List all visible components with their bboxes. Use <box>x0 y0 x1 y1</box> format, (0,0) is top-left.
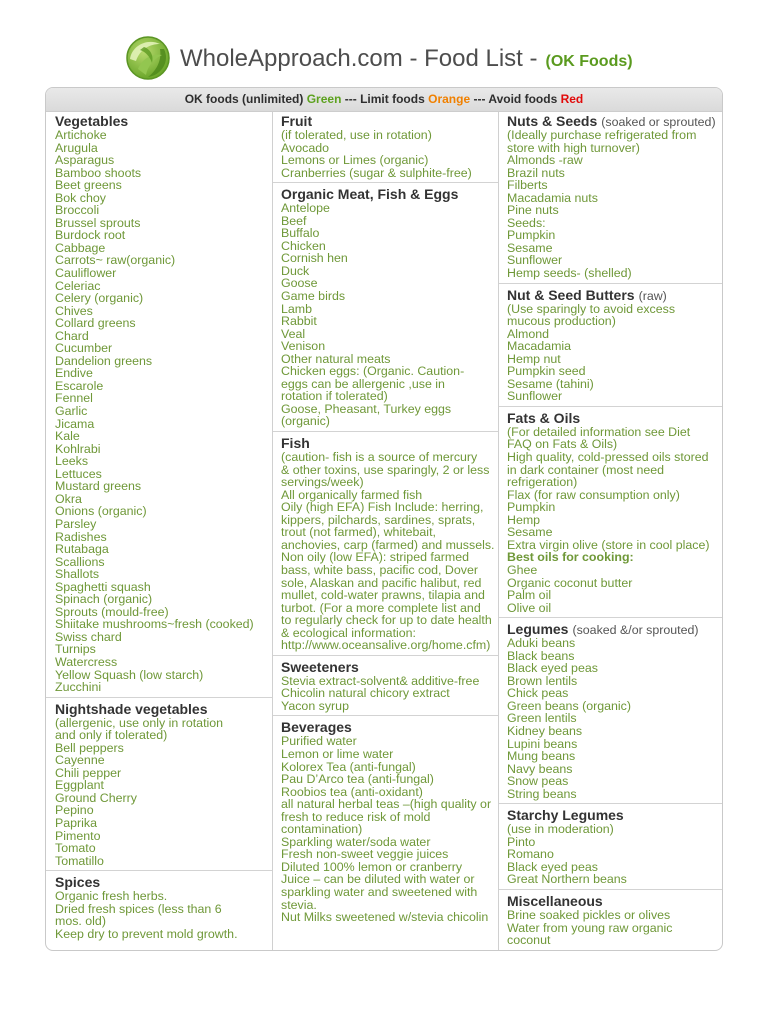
food-item: Spinach (organic) <box>55 592 153 607</box>
legend-limit-text: Limit foods <box>360 92 425 106</box>
section-title: Vegetables <box>55 113 129 129</box>
food-item: Black eyed peas <box>507 859 598 874</box>
food-item: Chicolin natural chicory extract <box>281 686 450 701</box>
food-section-nut-and-seed-butters <box>499 283 722 406</box>
food-item: Cauliflower <box>55 266 117 281</box>
food-item: Dried fresh spices (less than 6 <box>55 901 222 916</box>
food-item: mullet, cold-water prawns, tilapia and <box>281 588 485 603</box>
food-item: Great Northern beans <box>507 872 627 887</box>
section-heading <box>55 701 268 717</box>
food-section-vegetables <box>46 112 272 697</box>
legend-ok-color: Green <box>306 92 342 106</box>
food-item: Tomato <box>55 841 96 856</box>
food-item: Water from young raw organic <box>507 920 673 935</box>
food-item: Extra virgin olive (store in cool place) <box>507 537 710 552</box>
food-item: Pimento <box>55 828 101 843</box>
food-item: in dark container (most need <box>507 462 665 477</box>
food-item: Sunflower <box>507 389 563 404</box>
food-item: Seeds: <box>507 215 546 230</box>
legend-separator: --- <box>344 92 357 106</box>
section-title: Fruit <box>281 113 313 129</box>
food-item: Spaghetti squash <box>55 579 151 594</box>
food-item: Bamboo shoots <box>55 165 142 180</box>
food-item: String beans <box>507 786 577 801</box>
food-item: Green lentils <box>507 711 577 726</box>
legend-avoid-text: Avoid foods <box>488 92 558 106</box>
food-item: Palm oil <box>507 588 552 603</box>
food-item: Brine soaked pickles or olives <box>507 907 671 922</box>
food-item: Kolorex Tea (anti-fungal) <box>281 759 416 774</box>
food-item: Arugula <box>55 140 98 155</box>
food-item: Sprouts (mould-free) <box>55 604 169 619</box>
food-item: refrigeration) <box>507 475 578 490</box>
food-item: Burdock root <box>55 228 126 243</box>
food-section-beverages <box>273 715 498 926</box>
color-legend <box>46 88 722 112</box>
food-item: Watercress <box>55 654 118 669</box>
food-item: trout (not farmed), whitebait, <box>281 525 436 540</box>
food-item: Beef <box>281 213 307 228</box>
food-item: Shiitake mushrooms~fresh (cooked) <box>55 617 254 632</box>
food-section-fats-and-oils <box>499 406 722 617</box>
food-item: Snow peas <box>507 774 569 789</box>
food-item: Purified water <box>281 734 357 749</box>
column-3 <box>499 112 722 950</box>
food-item: Mung beans <box>507 749 576 764</box>
section-title: Fish <box>281 435 310 452</box>
food-item: (For detailed information see Diet <box>507 424 691 439</box>
food-item: Lemons or Limes (organic) <box>281 153 429 168</box>
food-item: Sparkling water/soda water <box>281 834 431 849</box>
food-item: Stevia extract-solvent& additive-free <box>281 673 480 688</box>
section-title: Nightshade vegetables <box>55 700 208 717</box>
food-section-fish <box>273 431 498 655</box>
food-item: Chicken <box>281 238 326 253</box>
food-item: Endive <box>55 366 93 381</box>
food-item: Goose, Pheasant, Turkey eggs <box>281 401 452 416</box>
food-item: Artichoke <box>55 128 107 142</box>
food-item: sole, Alaskan and pacific halibut, red <box>281 575 482 590</box>
section-title: Organic Meat, Fish & Eggs <box>281 186 459 203</box>
food-item: Other natural meats <box>281 351 391 366</box>
food-section-nuts-and-seeds <box>499 112 722 283</box>
food-item: Escarole <box>55 378 104 393</box>
food-item: Okra <box>55 491 82 506</box>
food-list-table <box>45 87 723 951</box>
food-item: Fresh non-sweet veggie juices <box>281 847 449 862</box>
food-item: Onions (organic) <box>55 504 147 519</box>
section-title: Miscellaneous <box>507 892 603 909</box>
food-item: Pumpkin seed <box>507 364 586 379</box>
section-title: Nut & Seed Butters <box>507 286 635 303</box>
food-item: Eggplant <box>55 778 104 793</box>
food-item: Kidney beans <box>507 723 583 738</box>
food-item: contamination) <box>281 822 363 837</box>
food-item: Yacon syrup <box>281 698 349 713</box>
food-item: Diluted 100% lemon or cranberry <box>281 859 463 874</box>
food-item: (Use sparingly to avoid excess <box>507 301 676 316</box>
section-heading <box>281 113 494 129</box>
food-section-fruit <box>273 112 498 182</box>
section-title: Sweeteners <box>281 658 359 675</box>
food-item: Pumpkin <box>507 228 556 243</box>
food-item: Oily (high EFA) Fish Include: herring, <box>281 500 484 515</box>
food-item: Almonds -raw <box>507 153 583 168</box>
food-item: Broccoli <box>55 203 100 218</box>
food-item: FAQ on Fats & Oils) <box>507 437 618 452</box>
food-item: High quality, cold-pressed oils stored <box>507 450 709 465</box>
food-item: Sunflower <box>507 253 563 268</box>
food-item: Olive oil <box>507 600 552 615</box>
food-item: anchovies, carp (farmed) and mussels. <box>281 537 495 552</box>
food-item: Green beans (organic) <box>507 698 631 713</box>
food-item: Brazil nuts <box>507 165 565 180</box>
food-item: Hemp nut <box>507 351 561 366</box>
section-heading <box>507 807 718 823</box>
column-1 <box>46 112 273 950</box>
food-item: Rutabaga <box>55 542 109 557</box>
food-item: Beet greens <box>55 178 122 193</box>
food-item: (caution- fish is a source of mercury <box>281 450 478 465</box>
section-note: (soaked or sprouted) <box>601 115 716 129</box>
food-columns <box>46 112 722 950</box>
food-item: Non oily (low EFA): striped farmed <box>281 550 469 565</box>
food-item: (use in moderation) <box>507 822 614 837</box>
food-item: Cabbage <box>55 240 106 255</box>
food-section-spices <box>46 870 272 943</box>
food-item: Black eyed peas <box>507 661 598 676</box>
section-title: Starchy Legumes <box>507 807 624 824</box>
food-item: http://www.oceansalive.org/home.cfm) <box>281 638 491 653</box>
food-item: Chicken eggs: (Organic. Caution- <box>281 364 465 379</box>
food-item: Pine nuts <box>507 203 559 218</box>
food-item: Kale <box>55 429 80 444</box>
food-item: turbot. (For a more complete list and <box>281 600 481 615</box>
section-heading <box>281 186 494 202</box>
section-heading <box>507 287 718 303</box>
food-item: eggs can be allergenic ,use in <box>281 376 445 391</box>
section-note: (soaked &/or sprouted) <box>572 623 699 638</box>
food-item: Kohlrabi <box>55 441 101 456</box>
legend-ok-text: OK foods (unlimited) <box>184 92 304 106</box>
food-item: Chard <box>55 328 89 343</box>
food-item: Keep dry to prevent mold growth. <box>55 926 238 941</box>
food-section-legumes <box>499 617 722 803</box>
food-item: Garlic <box>55 404 88 419</box>
food-item: fresh to reduce risk of mold <box>281 809 431 824</box>
food-item: Aduki beans <box>507 636 576 651</box>
food-item: Sesame (tahini) <box>507 376 594 391</box>
food-item: Organic coconut butter <box>507 575 633 590</box>
food-section-starchy-legumes <box>499 803 722 889</box>
food-item: & ecological information: <box>281 625 416 640</box>
section-subheading: Best oils for cooking: <box>507 550 634 565</box>
food-item: Chick peas <box>507 686 569 701</box>
wholeapproach-logo-icon <box>124 35 172 81</box>
food-item: and only if tolerated) <box>55 728 168 743</box>
food-item: Venison <box>281 339 326 354</box>
food-item: & other toxins, use sparingly, 2 or less <box>281 462 490 477</box>
food-item: Hemp <box>507 512 541 527</box>
food-item: Organic fresh herbs. <box>55 889 168 904</box>
food-item: Scallions <box>55 554 105 569</box>
food-item: Turnips <box>55 642 96 657</box>
food-item: Cucumber <box>55 341 113 356</box>
column-2 <box>273 112 499 950</box>
food-item: Ghee <box>507 562 538 577</box>
food-item: Bok choy <box>55 190 106 205</box>
food-item: Swiss chard <box>55 629 122 644</box>
food-item: Pepino <box>55 803 94 818</box>
food-item: Lamb <box>281 301 312 316</box>
food-item: Romano <box>507 847 554 862</box>
food-item: Pumpkin <box>507 500 556 515</box>
section-heading <box>281 659 494 675</box>
food-item: Yellow Squash (low starch) <box>55 667 204 682</box>
food-item: to regularly check for up to date health <box>281 613 492 628</box>
legend-limit-color: Orange <box>428 92 471 106</box>
food-item: coconut <box>507 933 551 948</box>
food-item: (allergenic, use only in rotation <box>55 715 224 730</box>
section-heading <box>507 621 718 637</box>
section-title: Spices <box>55 874 101 891</box>
page-header <box>180 44 633 74</box>
food-item: Chili pepper <box>55 765 122 780</box>
section-title: Legumes <box>507 621 569 638</box>
food-item: stevia. <box>281 897 317 912</box>
food-item: store with high turnover) <box>507 140 640 155</box>
section-title: Fats & Oils <box>507 409 581 426</box>
food-item: rotation if tolerated) <box>281 389 388 404</box>
food-item: Avocado <box>281 140 329 155</box>
food-item: Filberts <box>507 178 548 193</box>
food-item: Lupini beans <box>507 736 578 751</box>
section-note: (raw) <box>638 288 667 303</box>
food-item: Navy beans <box>507 761 573 776</box>
food-item: Zucchini <box>55 680 102 695</box>
food-item: Shallots <box>55 567 100 582</box>
section-heading <box>507 893 718 909</box>
food-section-miscellaneous <box>499 889 722 950</box>
food-item: Bell peppers <box>55 740 124 755</box>
food-item: Paprika <box>55 815 98 830</box>
food-item: Buffalo <box>281 226 320 241</box>
food-item: Sesame <box>507 240 553 255</box>
food-item: Brussel sprouts <box>55 215 141 230</box>
section-heading <box>507 113 718 129</box>
food-item: Jicama <box>55 416 95 431</box>
food-item: Hemp seeds- (shelled) <box>507 266 632 281</box>
section-heading <box>507 410 718 426</box>
food-item: Tomatillo <box>55 853 104 868</box>
food-item: Cornish hen <box>281 251 348 266</box>
food-item: Celery (organic) <box>55 291 144 306</box>
food-item: Juice – can be diluted with water or <box>281 872 475 887</box>
food-item: Nut Milks sweetened w/stevia chicolin <box>281 910 489 925</box>
legend-separator: --- <box>473 92 486 106</box>
food-item: Game birds <box>281 289 346 304</box>
food-item: Dandelion greens <box>55 353 153 368</box>
food-item: Pau D’Arco tea (anti-fungal) <box>281 772 434 787</box>
food-item: Sesame <box>507 525 553 540</box>
food-item: Black beans <box>507 648 575 663</box>
food-item: Lettuces <box>55 466 102 481</box>
section-title: Nuts & Seeds <box>507 113 598 129</box>
food-item: sparkling water and sweetened with <box>281 884 478 899</box>
food-item: Duck <box>281 263 310 278</box>
food-item: Leeks <box>55 454 89 469</box>
food-item: Lemon or lime water <box>281 746 394 761</box>
food-item: Flax (for raw consumption only) <box>507 487 680 502</box>
food-item: Brown lentils <box>507 673 578 688</box>
page-title: WholeApproach.com - Food List - <box>180 45 538 72</box>
food-item: (Ideally purchase refrigerated from <box>507 128 697 142</box>
food-item: Collard greens <box>55 316 136 331</box>
food-item: Roobios tea (anti-oxidant) <box>281 784 423 799</box>
food-item: mos. old) <box>55 914 106 929</box>
section-title: Beverages <box>281 719 352 736</box>
food-item: Mustard greens <box>55 479 142 494</box>
food-section-sweeteners <box>273 655 498 716</box>
food-section-nightshade-vegetables <box>46 697 272 871</box>
section-heading <box>55 113 268 129</box>
section-heading <box>55 874 268 890</box>
food-item: Cayenne <box>55 753 105 768</box>
food-item: Veal <box>281 326 306 341</box>
food-item: Ground Cherry <box>55 790 137 805</box>
food-item: (organic) <box>281 414 330 429</box>
food-item: All organically farmed fish <box>281 487 423 502</box>
section-heading <box>281 435 494 451</box>
food-item: kippers, pilchards, sardines, sprats, <box>281 512 476 527</box>
food-item: Parsley <box>55 516 97 531</box>
page-subtitle: (OK Foods) <box>545 53 633 70</box>
food-item: (if tolerated, use in rotation) <box>281 128 432 142</box>
food-item: bass, white bass, pacific cod, Dover <box>281 562 478 577</box>
food-item: Fennel <box>55 391 93 406</box>
food-item: Macadamia nuts <box>507 190 598 205</box>
food-item: Asparagus <box>55 153 115 168</box>
food-item: Cranberries (sugar & sulphite-free) <box>281 165 472 180</box>
food-item: all natural herbal teas –(high quality or <box>281 797 492 812</box>
food-item: Almond <box>507 326 550 341</box>
food-item: Pinto <box>507 834 536 849</box>
food-item: Radishes <box>55 529 107 544</box>
legend-avoid-color: Red <box>560 92 584 106</box>
food-item: Celeriac <box>55 278 101 293</box>
section-heading <box>281 719 494 735</box>
food-item: Goose <box>281 276 318 291</box>
food-item: Antelope <box>281 201 330 216</box>
food-item: Rabbit <box>281 314 317 329</box>
food-item: Macadamia <box>507 339 572 354</box>
food-item: mucous production) <box>507 314 616 329</box>
food-item: Carrots~ raw(organic) <box>55 253 176 268</box>
food-item: servings/week) <box>281 475 364 490</box>
food-section-organic-meat-fish-and-eggs <box>273 182 498 431</box>
food-item: Chives <box>55 303 93 318</box>
